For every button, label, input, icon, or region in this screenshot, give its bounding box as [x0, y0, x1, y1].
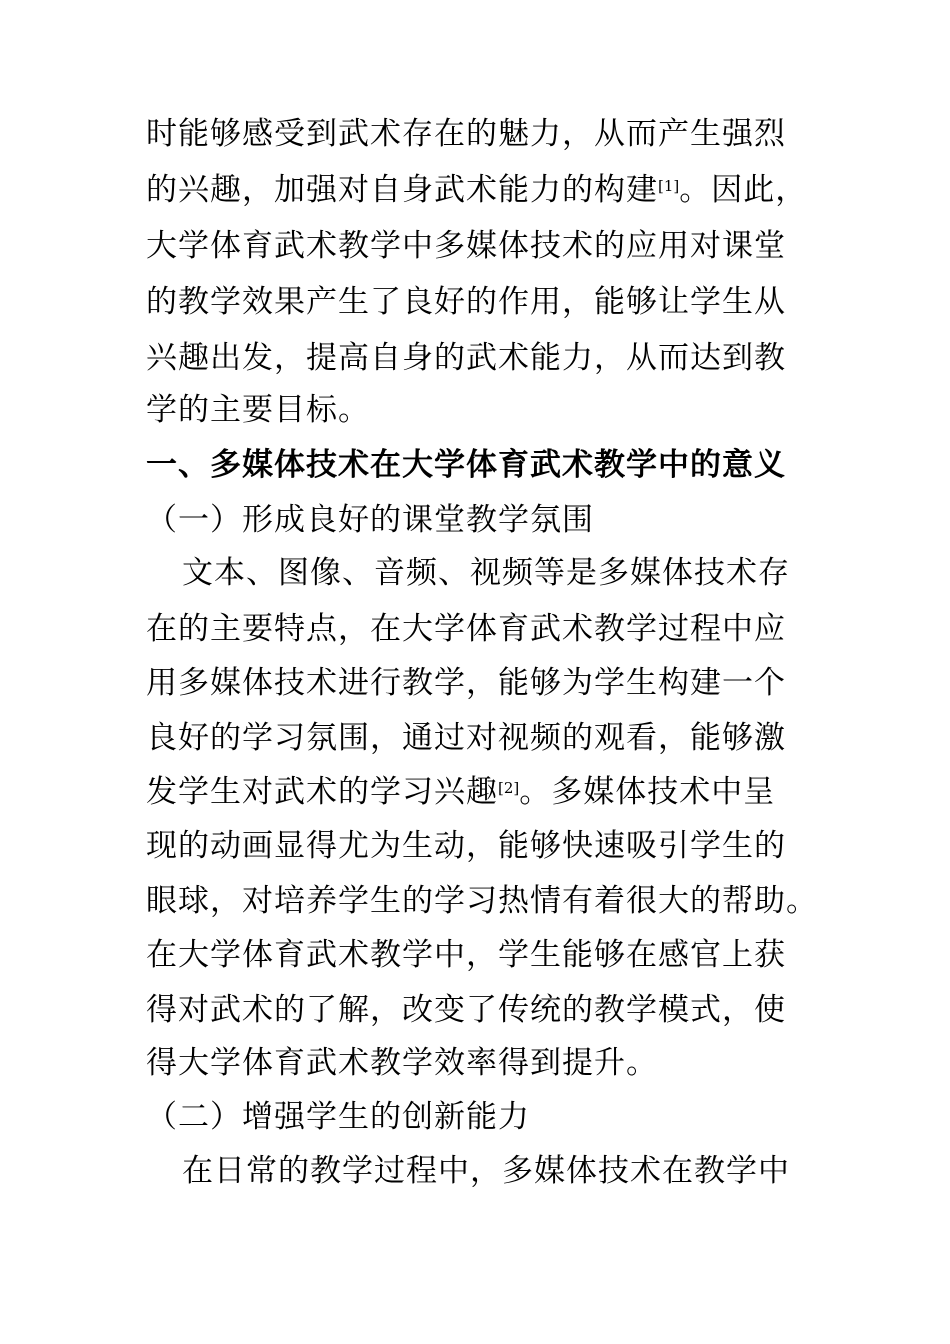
paragraph-line [146, 990, 786, 1030]
line-text: 学的主要目标。 [146, 392, 370, 428]
paragraph-line [146, 663, 786, 703]
paragraph-line [182, 553, 790, 593]
line-text: 的教学效果产生了良好的作用，能够让学生从 [146, 284, 786, 320]
paragraph-line [146, 935, 786, 975]
paragraph-line [146, 114, 786, 154]
paragraph-line [146, 338, 786, 378]
subsection-title: （一）形成良好的课堂教学氛围 [146, 502, 594, 538]
line-text: 时能够感受到武术存在的魅力，从而产生强烈 [146, 116, 786, 152]
paragraph-line [146, 226, 786, 266]
line-text: 在大学体育武术教学中，学生能够在感官上获 [146, 937, 786, 973]
paragraph-line [146, 170, 807, 210]
line-text: 兴趣出发，提高自身的武术能力，从而达到教 [146, 340, 786, 376]
citation-ref: [2] [498, 779, 520, 797]
line-text: 文本、图像、音频、视频等是多媒体技术存 [182, 555, 790, 591]
line-text: 现的动画显得尤为生动，能够快速吸引学生的 [146, 828, 786, 864]
section-heading: 一、多媒体技术在大学体育武术教学中的意义 [146, 447, 786, 483]
paragraph-line [146, 881, 818, 921]
subsection-title: （二）增强学生的创新能力 [146, 1099, 530, 1135]
paragraph-line [146, 826, 786, 866]
line-text: 得大学体育武术教学效率得到提升。 [146, 1045, 658, 1081]
line-text: 的兴趣，加强对自身武术能力的构建 [146, 172, 658, 208]
line-text: 发学生对武术的学习兴趣 [146, 774, 498, 810]
line-text: 大学体育武术教学中多媒体技术的应用对课堂 [146, 228, 786, 264]
line-text: 眼球，对培养学生的学习热情有着很大的帮助。 [146, 883, 818, 919]
paragraph-line [146, 282, 786, 322]
paragraph-line [146, 772, 775, 812]
paragraph-line [146, 718, 786, 758]
line-text: 在的主要特点，在大学体育武术教学过程中应 [146, 611, 786, 647]
line-text: 得对武术的了解，改变了传统的教学模式，使 [146, 992, 786, 1028]
line-text: 用多媒体技术进行教学，能够为学生构建一个 [146, 665, 786, 701]
paragraph-line [146, 1043, 658, 1083]
line-text: 。多媒体技术中呈 [519, 774, 776, 810]
line-text: 在日常的教学过程中，多媒体技术在教学中 [182, 1153, 790, 1189]
line-text: 良好的学习氛围，通过对视频的观看，能够激 [146, 720, 786, 756]
line-text: 。因此， [679, 172, 808, 208]
paragraph-line [182, 1151, 790, 1191]
paragraph-line [146, 390, 370, 430]
paragraph-line [146, 609, 786, 649]
citation-ref: [1] [658, 177, 680, 195]
